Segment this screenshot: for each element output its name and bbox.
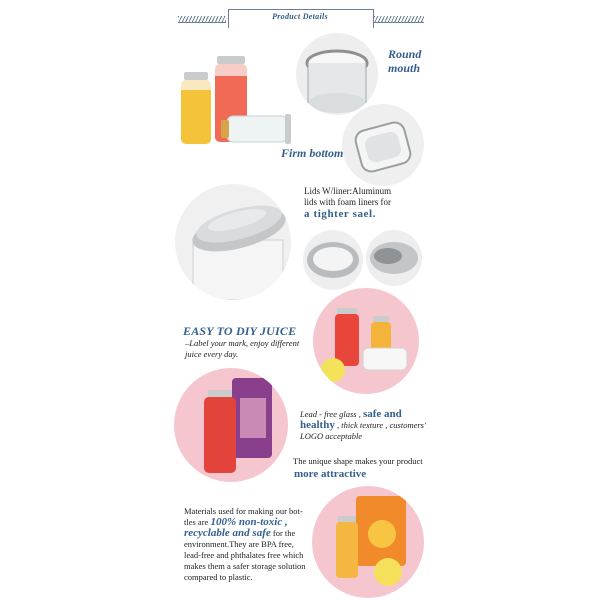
diy-juice-image	[313, 288, 419, 394]
section-title: Product Details	[272, 12, 328, 21]
diy-title: EASY TO DIY JUICE	[183, 324, 297, 338]
firm-bottom-label: Firm bottom	[281, 146, 344, 160]
diy-text: –Label your mark, enjoy different juice every day.	[185, 338, 300, 359]
lids-text: Lids W/liner:Aluminum lids with foam liners for a tighter sael.	[304, 186, 392, 220]
materials-text: Materials used for making our bot- tles are 100% non-toxic , recyclable and safe for the environment.They are BPA free, lead-free and phthalates free which makes them a safer storage solution compared to plastic.	[184, 506, 306, 582]
jar-lid-image	[175, 184, 291, 300]
header-rule-right	[374, 22, 424, 23]
lid-outside-image	[366, 230, 422, 286]
round-mouth-image	[296, 33, 378, 115]
bottle-pouch-image	[312, 486, 424, 598]
round-mouth-label: Round mouth	[388, 47, 422, 75]
bottles-group-image	[175, 50, 295, 160]
bottle-snack-image	[174, 368, 288, 482]
firm-bottom-image	[342, 104, 424, 186]
header-rule-left	[178, 22, 226, 23]
lid-inside-image	[303, 230, 363, 290]
lids-highlight: a tighter sael.	[304, 208, 377, 220]
shape-highlight: more attractive	[294, 468, 367, 480]
lead-free-text: Lead - free glass , safe and healthy , thick texture , customers' LOGO acceptable	[300, 408, 426, 441]
shape-text: The unique shape makes your product	[293, 456, 423, 466]
